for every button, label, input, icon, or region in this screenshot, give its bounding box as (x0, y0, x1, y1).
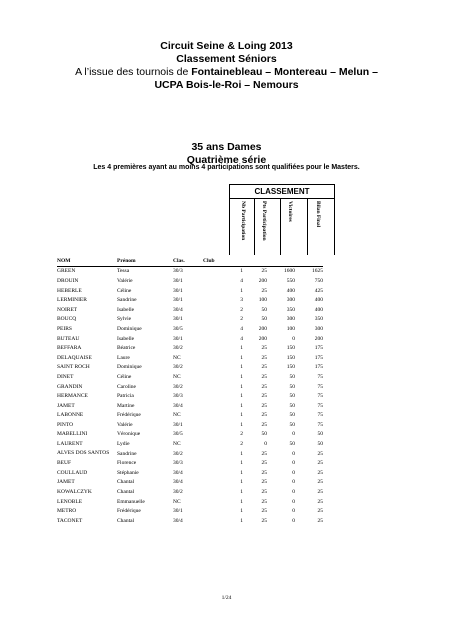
cell-prenom: Béatrice (117, 345, 136, 352)
cell-clas: NC (173, 354, 181, 361)
cell-pts-participation: 25 (261, 489, 267, 496)
cell-nb-participation: 1 (240, 498, 243, 505)
qualification-note: Les 4 premières ayant au moins 4 participations sont qualifiées pour le Masters. (93, 164, 360, 171)
cell-clas: 30/5 (173, 325, 183, 332)
cell-nom: LERMINIER (57, 297, 87, 304)
cell-victoires: 0 (292, 498, 295, 505)
cell-bilan-final: 175 (314, 354, 323, 361)
cell-pts-participation: 25 (261, 383, 267, 390)
cell-nb-participation: 1 (240, 287, 243, 294)
cell-pts-participation: 100 (258, 297, 267, 304)
cell-bilan-final: 1625 (312, 268, 323, 275)
cell-bilan-final: 75 (317, 402, 323, 409)
circuit-title: Circuit Seine & Loing 2013 (160, 40, 293, 52)
cell-nb-participation: 4 (240, 325, 243, 332)
cell-club (203, 334, 229, 344)
cell-nom: DINET (57, 373, 74, 380)
cell-nb-participation: 4 (240, 335, 243, 342)
cell-pts-participation: 50 (261, 306, 267, 313)
cell-bilan-final: 50 (317, 431, 323, 438)
tournaments-line (0, 66, 453, 79)
cell-prenom: Stéphanie (117, 469, 139, 476)
cell-bilan-final: 300 (314, 325, 323, 332)
cell-pts-participation: 25 (261, 354, 267, 361)
cell-prenom: Isabelle (117, 335, 135, 342)
cell-nom: NOIRET (57, 306, 78, 313)
cell-bilan-final: 25 (317, 517, 323, 524)
cell-club (203, 449, 229, 459)
cell-prenom: Frédérique (117, 508, 141, 515)
table-row (57, 315, 323, 325)
cell-nom: LENOBLE (57, 498, 83, 505)
table-row (57, 497, 323, 507)
cell-club (203, 295, 229, 305)
table-row (57, 305, 323, 315)
cell-club (203, 487, 229, 497)
cell-club (203, 305, 229, 315)
cell-club (203, 516, 229, 526)
cell-victoires: 0 (292, 517, 295, 524)
cell-victoires: 0 (292, 469, 295, 476)
cell-clas: NC (173, 412, 181, 419)
cell-pts-participation: 25 (261, 460, 267, 467)
cell-nb-participation: 2 (240, 441, 243, 448)
cell-prenom: Chantal (117, 489, 135, 496)
cell-bilan-final: 75 (317, 383, 323, 390)
cell-nom: DELAQUAISE (57, 354, 92, 361)
cell-victoires: 100 (286, 325, 295, 332)
cell-pts-participation: 25 (261, 412, 267, 419)
cell-clas: 30/1 (173, 316, 183, 323)
cell-pts-participation: 25 (261, 479, 267, 486)
cell-nb-participation: 4 (240, 277, 243, 284)
cell-bilan-final: 175 (314, 345, 323, 352)
cell-nb-participation: 1 (240, 460, 243, 467)
cell-prenom: Tessa (117, 268, 130, 275)
cell-clas: 30/1 (173, 277, 183, 284)
cell-club (203, 324, 229, 334)
cell-prenom: Dominique (117, 364, 142, 371)
cell-victoires: 0 (292, 460, 295, 467)
cell-pts-participation: 200 (258, 325, 267, 332)
cell-prenom: Sylvie (117, 316, 132, 323)
cell-victoires: 300 (286, 316, 295, 323)
cell-club (203, 372, 229, 382)
cell-prenom: Valérie (117, 277, 133, 284)
cell-pts-participation: 25 (261, 373, 267, 380)
cell-clas: 30/1 (173, 508, 183, 515)
cell-nb-participation: 1 (240, 469, 243, 476)
cell-pts-participation: 50 (261, 431, 267, 438)
cell-victoires: 50 (289, 393, 295, 400)
cell-pts-participation: 25 (261, 402, 267, 409)
cell-club (203, 353, 229, 363)
header-nb-participation: Nb Participation (240, 201, 246, 241)
cell-clas: 30/3 (173, 268, 183, 275)
tournaments-list: Fontainebleau – Montereau – Melun – (191, 66, 378, 78)
cell-pts-participation: 25 (261, 364, 267, 371)
cell-nom: MABELLINI (57, 431, 88, 438)
cell-victoires: 550 (286, 277, 295, 284)
cell-clas: NC (173, 373, 181, 380)
document-header (0, 40, 453, 92)
table-row (57, 487, 323, 497)
cell-nom: TACONET (57, 517, 83, 524)
cell-nb-participation: 2 (240, 316, 243, 323)
cell-bilan-final: 50 (317, 441, 323, 448)
cell-clas: 30/3 (173, 460, 183, 467)
table-row (57, 324, 323, 334)
cell-club (203, 411, 229, 421)
cell-prenom: Martine (117, 402, 135, 409)
cell-club (203, 266, 229, 276)
cell-nb-participation: 2 (240, 431, 243, 438)
col-prenom: Prénom (117, 256, 173, 266)
cell-pts-participation: 25 (261, 469, 267, 476)
cell-pts-participation: 25 (261, 287, 267, 294)
cell-victoires: 50 (289, 441, 295, 448)
cell-nb-participation: 1 (240, 364, 243, 371)
cell-prenom: Chantal (117, 517, 135, 524)
cell-clas: 30/4 (173, 469, 183, 476)
cell-prenom: Sandrine (117, 297, 137, 304)
col-club: Club (203, 256, 229, 266)
cell-pts-participation: 25 (261, 517, 267, 524)
cell-bilan-final: 75 (317, 373, 323, 380)
table-row (57, 420, 323, 430)
cell-pts-participation: 0 (264, 441, 267, 448)
cell-bilan-final: 75 (317, 393, 323, 400)
header-pts-participation: Pts Participation (261, 201, 267, 241)
cell-club (203, 439, 229, 449)
cell-victoires: 50 (289, 373, 295, 380)
table-row (57, 353, 323, 363)
table-row (57, 449, 323, 459)
cell-club (203, 391, 229, 401)
cell-clas: 30/1 (173, 335, 183, 342)
cell-club (203, 430, 229, 440)
cell-clas: 30/2 (173, 345, 183, 352)
series-label: Quatrième série (186, 154, 267, 166)
cell-prenom: Patricia (117, 393, 134, 400)
cell-club (203, 382, 229, 392)
page-number: 1/24 (221, 595, 232, 601)
column-divider (307, 199, 308, 255)
cell-nom: GRANDIN (57, 383, 83, 390)
cell-bilan-final: 200 (314, 335, 323, 342)
cell-bilan-final: 25 (317, 508, 323, 515)
header-victoires: Victoires (287, 201, 293, 222)
cell-nom: BOUCQ (57, 316, 77, 323)
table-row (57, 439, 323, 449)
cell-nb-participation: 1 (240, 412, 243, 419)
cell-nb-participation: 1 (240, 345, 243, 352)
cell-victoires: 300 (286, 297, 295, 304)
table-row (57, 372, 323, 382)
cell-bilan-final: 425 (314, 287, 323, 294)
cell-nom: METRO (57, 508, 77, 515)
cell-clas: 30/4 (173, 306, 183, 313)
cell-nom: BUTEAU (57, 335, 80, 342)
cell-nb-participation: 2 (240, 306, 243, 313)
column-divider (280, 199, 281, 255)
table-row (57, 266, 323, 276)
cell-nom: HERMANCE (57, 393, 88, 400)
classement-header-box: CLASSEMENT (229, 184, 335, 199)
cell-nom: LAURENT (57, 441, 83, 448)
cell-club (203, 286, 229, 296)
cell-nb-participation: 1 (240, 373, 243, 380)
cell-victoires: 0 (292, 450, 295, 457)
cell-victoires: 1600 (284, 268, 295, 275)
cell-victoires: 50 (289, 402, 295, 409)
cell-clas: 30/3 (173, 393, 183, 400)
cell-club (203, 363, 229, 373)
table-row (57, 276, 323, 286)
cell-clas: 30/1 (173, 421, 183, 428)
cell-nb-participation: 1 (240, 508, 243, 515)
col-clas: Clas. (173, 256, 203, 266)
cell-clas: NC (173, 441, 181, 448)
cell-victoires: 0 (292, 479, 295, 486)
header-bilan-final: Bilan Final (315, 201, 321, 228)
cell-bilan-final: 25 (317, 498, 323, 505)
cell-nom: JAMET (57, 402, 75, 409)
cell-pts-participation: 200 (258, 335, 267, 342)
cell-nb-participation: 1 (240, 517, 243, 524)
cell-clas: 30/4 (173, 402, 183, 409)
cell-nb-participation: 1 (240, 421, 243, 428)
ranking-table (57, 256, 323, 526)
table-row (57, 334, 323, 344)
cell-club (203, 401, 229, 411)
table-row (57, 382, 323, 392)
cell-victoires: 400 (286, 287, 295, 294)
classement-title: Classement Séniors (176, 53, 277, 65)
cell-nb-participation: 1 (240, 479, 243, 486)
age-category: 35 ans Dames (191, 141, 262, 153)
cell-nom: BEUF (57, 460, 72, 467)
cell-nb-participation: 1 (240, 402, 243, 409)
table-row (57, 401, 323, 411)
cell-nom: GREEN (57, 268, 76, 275)
cell-prenom: Valérie (117, 421, 133, 428)
cell-bilan-final: 25 (317, 469, 323, 476)
cell-pts-participation: 50 (261, 316, 267, 323)
table-row (57, 411, 323, 421)
table-row (57, 391, 323, 401)
cell-bilan-final: 175 (314, 364, 323, 371)
cell-bilan-final: 25 (317, 450, 323, 457)
cell-clas: 30/2 (173, 364, 183, 371)
cell-bilan-final: 25 (317, 489, 323, 496)
cell-clas: 30/2 (173, 450, 183, 457)
tournaments-line-2: UCPA Bois-le-Roi – Nemours (154, 79, 299, 91)
cell-victoires: 50 (289, 421, 295, 428)
cell-nb-participation: 1 (240, 450, 243, 457)
cell-club (203, 343, 229, 353)
cell-bilan-final: 75 (317, 412, 323, 419)
cell-clas: 30/5 (173, 431, 183, 438)
cell-pts-participation: 200 (258, 277, 267, 284)
cell-nom: KOWALCZYK (57, 489, 92, 496)
cell-nb-participation: 1 (240, 489, 243, 496)
cell-prenom: Frédérique (117, 412, 141, 419)
cell-prenom: Céline (117, 373, 132, 380)
cell-prenom: Florence (117, 460, 137, 467)
cell-club (203, 458, 229, 468)
cell-victoires: 350 (286, 306, 295, 313)
cell-clas: 30/1 (173, 297, 183, 304)
cell-club (203, 478, 229, 488)
table-row (57, 363, 323, 373)
cell-nb-participation: 1 (240, 268, 243, 275)
cell-pts-participation: 25 (261, 268, 267, 275)
cell-prenom: Caroline (117, 383, 136, 390)
cell-nom: SAINT ROCH (57, 364, 90, 371)
table-row (57, 430, 323, 440)
cell-clas: 30/1 (173, 287, 183, 294)
cell-club (203, 420, 229, 430)
cell-bilan-final: 400 (314, 297, 323, 304)
cell-nb-participation: 1 (240, 393, 243, 400)
cell-nom: BEFFARA (57, 345, 82, 352)
cell-nom: DROUIN (57, 277, 79, 284)
cell-prenom: Véronique (117, 431, 141, 438)
cell-pts-participation: 25 (261, 498, 267, 505)
cell-prenom: Sandrine (117, 450, 137, 457)
cell-nom: PINTO (57, 421, 74, 428)
cell-prenom: Isabelle (117, 306, 135, 313)
cell-victoires: 0 (292, 489, 295, 496)
cell-prenom: Emmanuelle (117, 498, 145, 505)
cell-bilan-final: 75 (317, 421, 323, 428)
cell-nb-participation: 3 (240, 297, 243, 304)
cell-clas: 30/4 (173, 517, 183, 524)
cell-victoires: 0 (292, 431, 295, 438)
cell-pts-participation: 25 (261, 393, 267, 400)
cell-pts-participation: 25 (261, 508, 267, 515)
cell-victoires: 0 (292, 508, 295, 515)
table-row (57, 506, 323, 516)
tournaments-prefix: A l’issue des tournois de (75, 66, 192, 78)
table-row (57, 516, 323, 526)
cell-victoires: 0 (292, 335, 295, 342)
cell-bilan-final: 400 (314, 306, 323, 313)
cell-nom: COULLAUD (57, 469, 88, 476)
cell-victoires: 50 (289, 383, 295, 390)
column-divider (254, 199, 255, 255)
cell-nb-participation: 1 (240, 383, 243, 390)
cell-victoires: 50 (289, 412, 295, 419)
cell-club (203, 497, 229, 507)
table-row (57, 295, 323, 305)
col-nom: NOM (57, 256, 117, 266)
cell-club (203, 506, 229, 516)
cell-prenom: Céline (117, 287, 132, 294)
cell-pts-participation: 25 (261, 421, 267, 428)
cell-prenom: Dominique (117, 325, 142, 332)
cell-nb-participation: 1 (240, 354, 243, 361)
table-row (57, 478, 323, 488)
cell-nom: HEBERLE (57, 287, 82, 294)
cell-nom: JAMET (57, 479, 75, 486)
cell-nom: LABONNE (57, 412, 84, 419)
cell-bilan-final: 350 (314, 316, 323, 323)
cell-prenom: Lydie (117, 441, 130, 448)
cell-bilan-final: 750 (314, 277, 323, 284)
cell-clas: NC (173, 498, 181, 505)
cell-clas: 30/2 (173, 489, 183, 496)
cell-victoires: 150 (286, 345, 295, 352)
cell-prenom: Laure (117, 354, 130, 361)
cell-nom: ALVES DOS SANTOS (57, 449, 110, 456)
table-header-row (57, 256, 323, 266)
cell-nom: PEIRS (57, 325, 72, 332)
table-row (57, 458, 323, 468)
cell-club (203, 468, 229, 478)
table-row (57, 286, 323, 296)
cell-pts-participation: 25 (261, 345, 267, 352)
cell-club (203, 276, 229, 286)
cell-club (203, 315, 229, 325)
table-row (57, 468, 323, 478)
cell-bilan-final: 25 (317, 479, 323, 486)
cell-prenom: Chantal (117, 479, 135, 486)
cell-clas: 30/2 (173, 383, 183, 390)
cell-clas: 30/4 (173, 479, 183, 486)
cell-victoires: 150 (286, 354, 295, 361)
table-row (57, 343, 323, 353)
cell-pts-participation: 25 (261, 450, 267, 457)
cell-bilan-final: 25 (317, 460, 323, 467)
cell-victoires: 150 (286, 364, 295, 371)
